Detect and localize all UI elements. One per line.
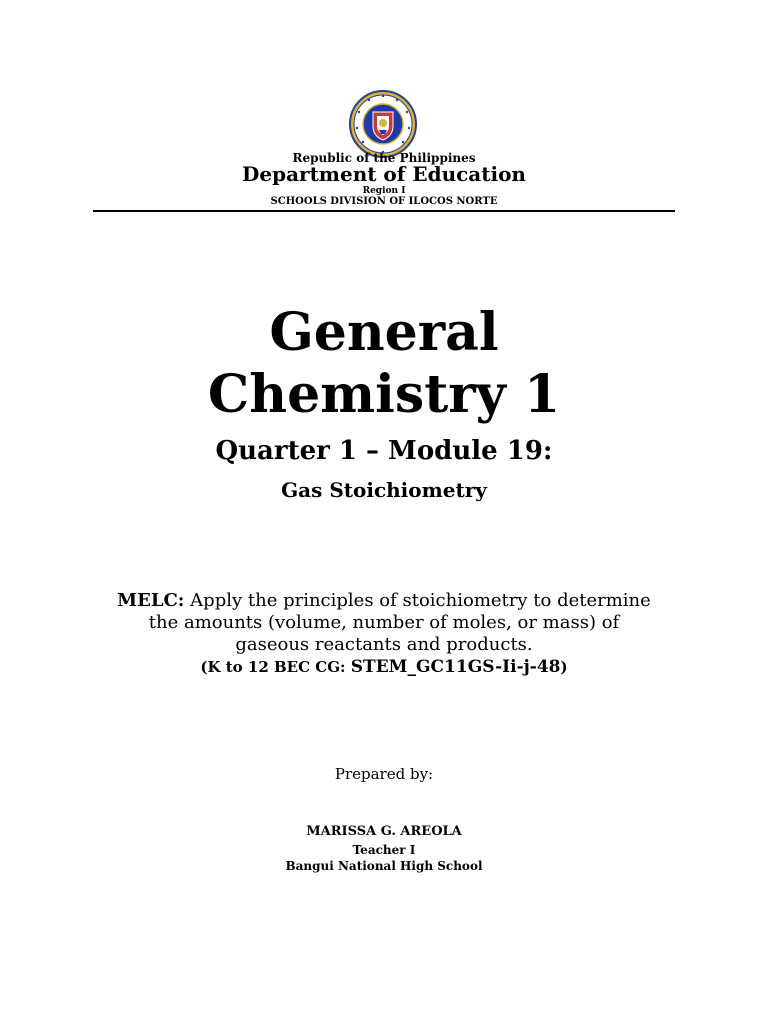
melc-line-2: the amounts (volume, number of moles, or mass) of bbox=[148, 612, 620, 633]
melc-statement bbox=[0, 590, 768, 656]
author-name: MARISSA G. AREOLA bbox=[306, 824, 462, 839]
melc-text-1: Apply the principles of stoichiometry to determine bbox=[184, 590, 651, 611]
code-suffix: ) bbox=[560, 658, 568, 676]
region-line: Region I bbox=[362, 186, 406, 196]
melc-label: MELC: bbox=[117, 590, 185, 611]
melc-line-3: gaseous reactants and products. bbox=[235, 634, 533, 655]
republic-line: Republic of the Philippines bbox=[292, 151, 476, 165]
quarter-module: Quarter 1 – Module 19: bbox=[215, 436, 553, 466]
module-title bbox=[0, 302, 768, 426]
code-value: STEM_GC11GS-Ii-j-48 bbox=[350, 657, 561, 677]
author-position: Teacher I bbox=[352, 843, 416, 857]
department-name: Department of Education bbox=[242, 162, 526, 186]
title-line-1: General bbox=[269, 302, 499, 363]
melc-line-1 bbox=[0, 590, 768, 612]
author-school: Bangui National High School bbox=[285, 859, 483, 873]
division-line: SCHOOLS DIVISION OF ILOCOS NORTE bbox=[270, 196, 498, 207]
prepared-by-label: Prepared by: bbox=[334, 765, 434, 783]
deped-seal-icon bbox=[349, 90, 417, 158]
title-line-2: Chemistry 1 bbox=[207, 364, 561, 425]
header-divider bbox=[93, 210, 675, 212]
module-topic: Gas Stoichiometry bbox=[281, 478, 487, 502]
code-prefix: (K to 12 BEC CG: bbox=[200, 658, 351, 676]
curriculum-code bbox=[0, 657, 768, 677]
